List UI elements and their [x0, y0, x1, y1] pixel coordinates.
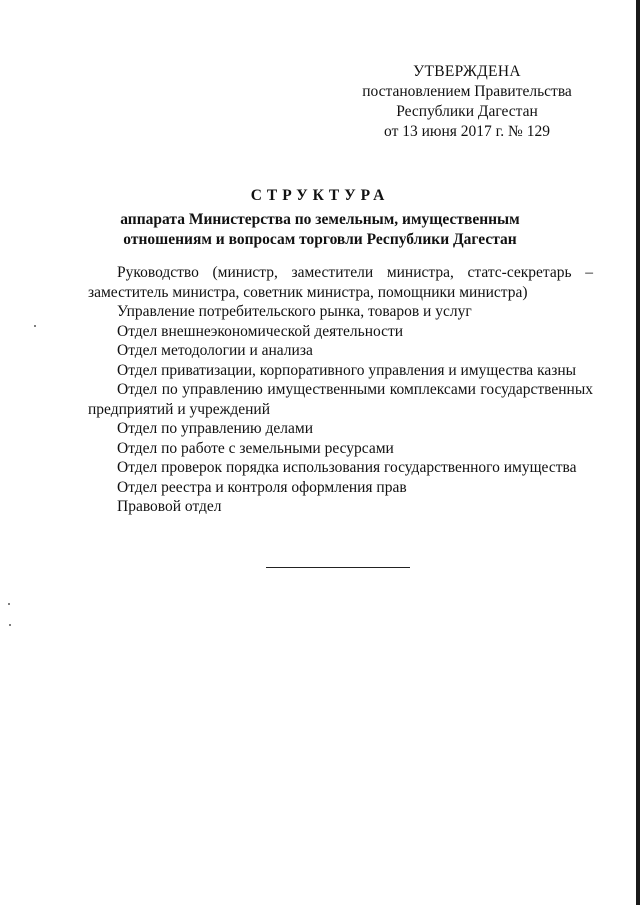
structure-item-property-inspections: Отдел проверок порядка использования государственного имущества — [117, 459, 577, 476]
end-of-document-rule — [266, 567, 410, 568]
approval-stamp — [342, 62, 592, 142]
approval-line-1: постановлением Правительства — [362, 83, 572, 100]
approval-line-3: от 13 июня 2017 г. № 129 — [384, 123, 550, 140]
structure-item-privatization: Отдел приватизации, корпоративного управления и имущества казны — [117, 361, 577, 379]
structure-item-property-complexes: Отдел по управлению имущественными комплексами государственных предприятий и учреждений — [88, 381, 593, 418]
document-title: СТРУКТУРА — [250, 187, 390, 204]
document-subtitle-line-1: аппарата Министерства по земельным, имущественным — [120, 211, 520, 228]
scan-speck — [34, 325, 36, 327]
structure-item-legal: Правовой отдел — [117, 498, 222, 515]
approval-line-2: Республики Дагестан — [396, 103, 538, 120]
document-heading — [60, 186, 580, 250]
scan-speck — [8, 603, 10, 605]
scan-speck — [9, 624, 11, 626]
structure-item-leadership: Руководство (министр, заместители министра, статс-секретарь – заместитель министра, советник министра, помощники министра) — [88, 264, 593, 301]
scan-edge-shadow — [636, 0, 640, 905]
approval-title: УТВЕРЖДЕНА — [413, 63, 521, 80]
structure-item-foreign-economic: Отдел внешнеэкономической деятельности — [117, 322, 404, 340]
structure-item-consumer-market: Управление потребительского рынка, товаров и услуг — [117, 303, 472, 320]
structure-item-methodology: Отдел методологии и анализа — [117, 342, 313, 359]
structure-item-registry: Отдел реестра и контроля оформления прав — [117, 478, 407, 496]
structure-list — [88, 263, 593, 517]
structure-item-administration: Отдел по управлению делами — [117, 420, 313, 437]
document-subtitle-line-2: отношениям и вопросам торговли Республики Дагестан — [123, 231, 517, 248]
structure-item-land-resources: Отдел по работе с земельными ресурсами — [117, 439, 394, 457]
